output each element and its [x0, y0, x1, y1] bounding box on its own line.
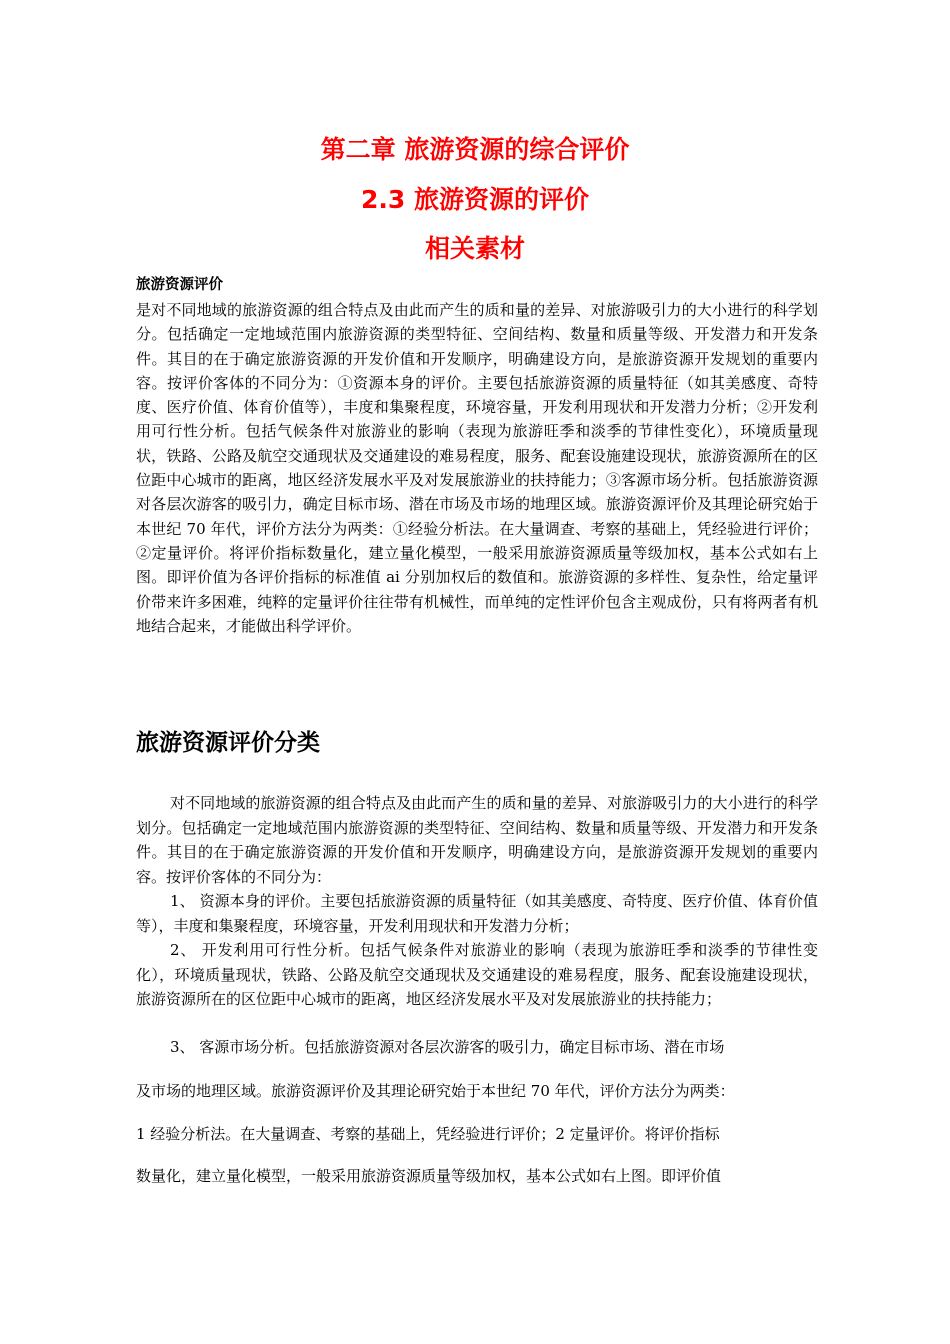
classification-tail-line: 及市场的地理区域。旅游资源评价及其理论研究始于本世纪 70 年代，评价方法分为两类： [136, 1082, 735, 1100]
intro-paragraph: 是对不同地域的旅游资源的组合特点及由此而产生的质和量的差异、对旅游吸引力的大小进行的科学划分。包括确定一定地域范围内旅游资源的类型特征、空间结构、数量和质量等级、开发潜力和开发条件。其目的在于确定旅游资源的开发价值和开发顺序，明确建设方向，是旅游资源开发规划的重要内容。按评价客体的不同分为：①资源本身的评价。主要包括旅游资源的质量特征（如其美感度、奇特度、医疗价值、体育价值等），丰度和集聚程度，环境容量，开发利用现状和开发潜力分析；②开发利用可行性分析。包括气候条件对旅游业的影响（表现为旅游旺季和淡季的节律性变化），环境质量现状，铁路、公路及航空交通现状及交通建设的难易程度，服务、配套设施建设现状，旅游资源所在的区位距中心城市的距离，地区经济发展水平及对发展旅游业的扶持能力；③客源市场分析。包括旅游资源对各层次游客的吸引力，确定目标市场、潜在市场及市场的地理区域。旅游资源评价及其理论研究始于本世纪 70 年代，评价方法分为两类：①经验分析法。在大量调查、考察的基础上，凭经验进行评价；②定量评价。将评价指标数量化，建立量化模型，一般采用旅游资源质量等级加权，基本公式如右上图。即评价值为各评价指标的标准值 ai 分别加权后的数值和。旅游资源的多样性、复杂性，给定量评价带来许多困难，纯粹的定量评价往往带有机械性，而单纯的定性评价包含主观成份，只有将两者有机地结合起来，才能做出科学评价。 [136, 301, 818, 635]
classification-paragraph: 对不同地域的旅游资源的组合特点及由此而产生的质和量的差异、对旅游吸引力的大小进行的科学划分。包括确定一定地域范围内旅游资源的类型特征、空间结构、数量和质量等级、开发潜力和开发条件。其目的在于确定旅游资源的开发价值和开发顺序，明确建设方向，是旅游资源开发规划的重要内容。按评价客体的不同分为： [136, 794, 818, 886]
classification-heading: 旅游资源评价分类 [136, 730, 320, 756]
classification-tail-line: 1 经验分析法。在大量调查、考察的基础上，凭经验进行评价；2 定量评价。将评价指标 [136, 1125, 720, 1143]
classification-item-1: 1、 资源本身的评价。主要包括旅游资源的质量特征（如其美感度、奇特度、医疗价值、体育价值等），丰度和集聚程度，环境容量，开发利用现状和开发潜力分析； [136, 892, 818, 935]
material-title: 相关素材 [424, 234, 525, 263]
section-title: 2.3 旅游资源的评价 [361, 185, 589, 214]
classification-tail-line: 数量化，建立量化模型，一般采用旅游资源质量等级加权，基本公式如右上图。即评价值 [136, 1167, 722, 1185]
classification-item-2: 2、 开发利用可行性分析。包括气候条件对旅游业的影响（表现为旅游旺季和淡季的节律性变化），环境质量现状，铁路、公路及航空交通现状及交通建设的难易程度，服务、配套设施建设现状，旅游资源所在的区位距中心城市的距离，地区经济发展水平及对发展旅游业的扶持能力； [136, 941, 818, 1008]
intro-label: 旅游资源评价 [136, 277, 223, 293]
chapter-title: 第二章 旅游资源的综合评价 [320, 135, 630, 164]
classification-body [136, 791, 818, 1012]
classification-item-3-line: 3、 客源市场分析。包括旅游资源对各层次游客的吸引力，确定目标市场、潜在市场 [170, 1038, 725, 1056]
